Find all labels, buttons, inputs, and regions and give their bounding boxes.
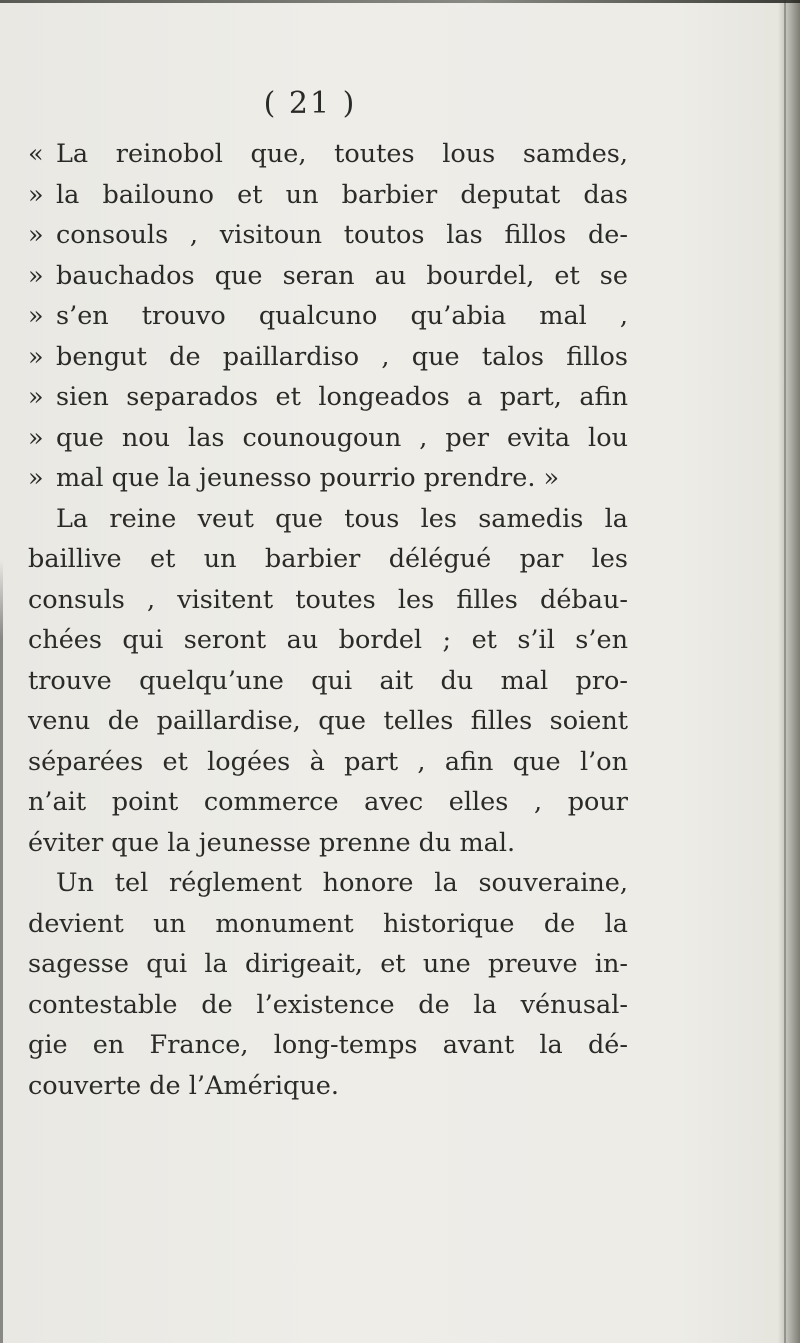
quote-mark: »: [28, 179, 44, 210]
text-line: [28, 944, 628, 985]
line-text: Un tel réglement honore la souveraine,: [56, 868, 628, 898]
text-line: [28, 539, 628, 580]
text-line: [28, 458, 628, 499]
text-line: [28, 215, 628, 256]
line-text: contestable de l’existence de la vénusal-: [28, 989, 628, 1020]
page-number: ( 21 ): [263, 86, 357, 121]
text-line: [28, 782, 628, 823]
line-text: séparées et logées à part , afin que l’on: [28, 746, 628, 777]
line-text: devient un monument historique de la: [28, 908, 628, 939]
text-line: [28, 823, 628, 864]
line-text: La reinobol que, toutes lous samdes,: [56, 139, 628, 169]
line-text: trouve quelqu’une qui ait du mal pro-: [28, 665, 628, 696]
text-line: [28, 904, 628, 945]
text-line: [28, 661, 628, 702]
text-line: [28, 377, 628, 418]
line-text: la bailouno et un barbier deputat das: [56, 179, 628, 210]
text-line: [28, 499, 628, 540]
quote-mark: »: [28, 260, 44, 291]
line-text: consuls , visitent toutes les filles débau-: [28, 584, 628, 615]
line-text: chées qui seront au bordel ; et s’il s’en: [28, 625, 628, 655]
line-text: venu de paillardise, que telles filles soient: [28, 706, 628, 736]
binding-gutter-shadow: [778, 0, 800, 1343]
line-text: éviter que la jeunesse prenne du mal.: [28, 827, 516, 858]
text-line: [28, 985, 628, 1026]
page-top-edge: [0, 0, 800, 3]
text-line: [28, 1025, 628, 1066]
quote-mark: »: [28, 301, 44, 331]
text-line: [28, 337, 628, 378]
text-line: [28, 701, 628, 742]
quote-mark: »: [28, 341, 44, 372]
text-line: [28, 620, 628, 661]
text-line: [28, 863, 628, 904]
line-text: couverte de l’Amérique.: [28, 1070, 339, 1101]
line-text: baillive et un barbier délégué par les: [28, 544, 628, 574]
line-text: sien separados et longeados a part, afin: [56, 382, 628, 412]
quote-mark: «: [28, 139, 44, 169]
text-line: [28, 742, 628, 783]
binding-gutter-line: [784, 0, 786, 1343]
line-text: s’en trouvo qualcuno qu’abia mal ,: [56, 301, 628, 331]
line-text: que nou las counougoun , per evita lou: [56, 422, 628, 453]
line-text: n’ait point commerce avec elles , pour: [28, 787, 628, 817]
text-block: [28, 134, 628, 1106]
line-text: bengut de paillardiso , que talos fillos: [56, 341, 628, 372]
text-line: [28, 175, 628, 216]
line-text: consouls , visitoun toutos las fillos de-: [56, 220, 628, 250]
quote-mark: »: [28, 382, 44, 412]
quote-mark: »: [28, 220, 44, 250]
line-text: La reine veut que tous les samedis la: [56, 503, 628, 534]
text-line: [28, 256, 628, 297]
quote-mark: »: [28, 463, 44, 493]
text-line: [28, 296, 628, 337]
quote-mark: »: [28, 422, 44, 453]
line-text: gie en France, long-temps avant la dé-: [28, 1030, 628, 1060]
text-line: [28, 1066, 628, 1107]
line-text: mal que la jeunesso pourrio prendre. »: [56, 463, 560, 493]
text-line: [28, 418, 628, 459]
line-text: bauchados que seran au bourdel, et se: [56, 260, 628, 291]
text-line: [28, 580, 628, 621]
line-text: sagesse qui la dirigeait, et une preuve in-: [28, 949, 628, 979]
text-line: [28, 134, 628, 175]
page-left-edge: [0, 560, 3, 1343]
